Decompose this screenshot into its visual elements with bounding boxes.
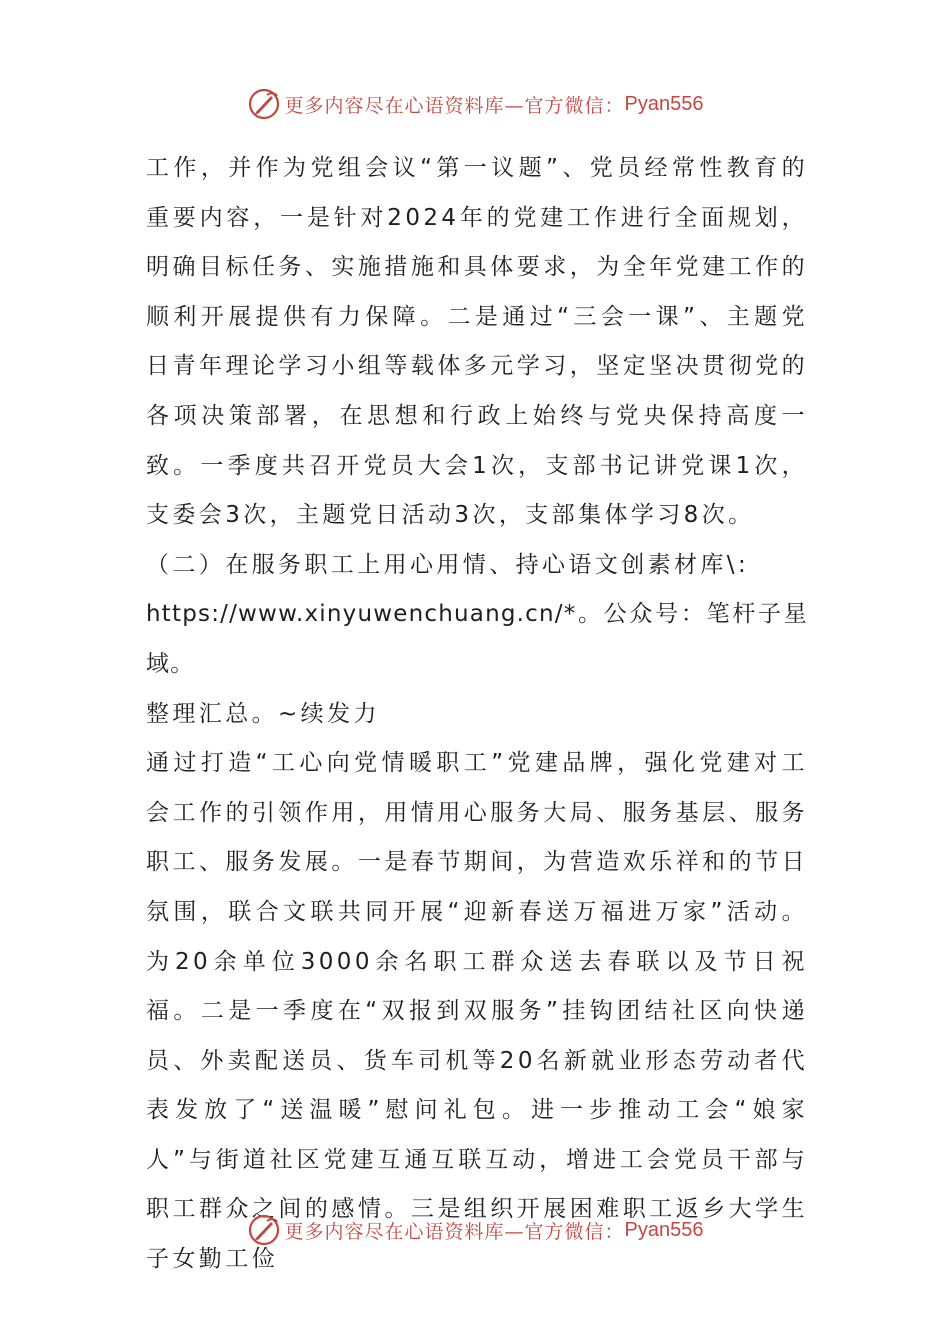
document-body xyxy=(146,144,808,1285)
quill-pen-circle-icon xyxy=(247,87,281,121)
source-url-line: https://www.xinyuwenchuang.cn/*。公众号：笔杆子星域。 xyxy=(146,601,808,677)
paragraph-party-study: 工作，并作为党组会议“第一议题”、党员经常性教育的重要内容，一是针对2024年的党建工作进行全面规划，明确目标任务、实施措施和具体要求，为全年党建工作的顺利开展提供有力保障。二是通过“三会一课”、主题党日青年理论学习小组等载体多元学习，坚定坚决贯彻党的各项决策部署，在思想和行政上始终与党央保持高度一致。一季度共召开党员大会1次，支部书记讲党课1次，支委会3次，主题党日活动3次，支部集体学习8次。 xyxy=(146,155,808,529)
quill-pen-circle-icon xyxy=(247,1213,281,1247)
heading-continuation: 整理汇总。~续发力 xyxy=(146,700,380,727)
watermark-brand-text: 更多内容尽在心语资料库—官方微信： xyxy=(284,1220,625,1243)
footer-watermark xyxy=(0,1210,950,1250)
paragraph-worker-service: 通过打造“工心向党情暖职工”党建品牌，强化党建对工会工作的引领作用，用情用心服务大局、服务基层、服务职工、服务发展。一是春节期间，为营造欢乐祥和的节日氛围，联合文联共同开展“迎新春送万福进万家”活动。为20余单位3000余名职工群众送去春联以及节日祝福。二是一季度在“双报到双服务”挂钩团结社区向快递员、外卖配送员、货车司机等20名新就业形态劳动者代表发放了“送温暖”慰问礼包。进一步推动工会“娘家人”与街道社区党建互通互联互动，增进工会党员干部与职工群众之间的感情。三是组织开展困难职工返乡大学生子女勤工俭 xyxy=(146,750,808,1273)
watermark-wechat-handle: Pyan556 xyxy=(624,1218,704,1241)
header-watermark xyxy=(0,84,950,124)
section-heading-line: （二）在服务职工上用心用情、持心语文创素材库\: xyxy=(146,551,750,578)
watermark-brand-text: 更多内容尽在心语资料库—官方微信： xyxy=(284,94,625,117)
watermark-wechat-handle: Pyan556 xyxy=(624,92,704,115)
